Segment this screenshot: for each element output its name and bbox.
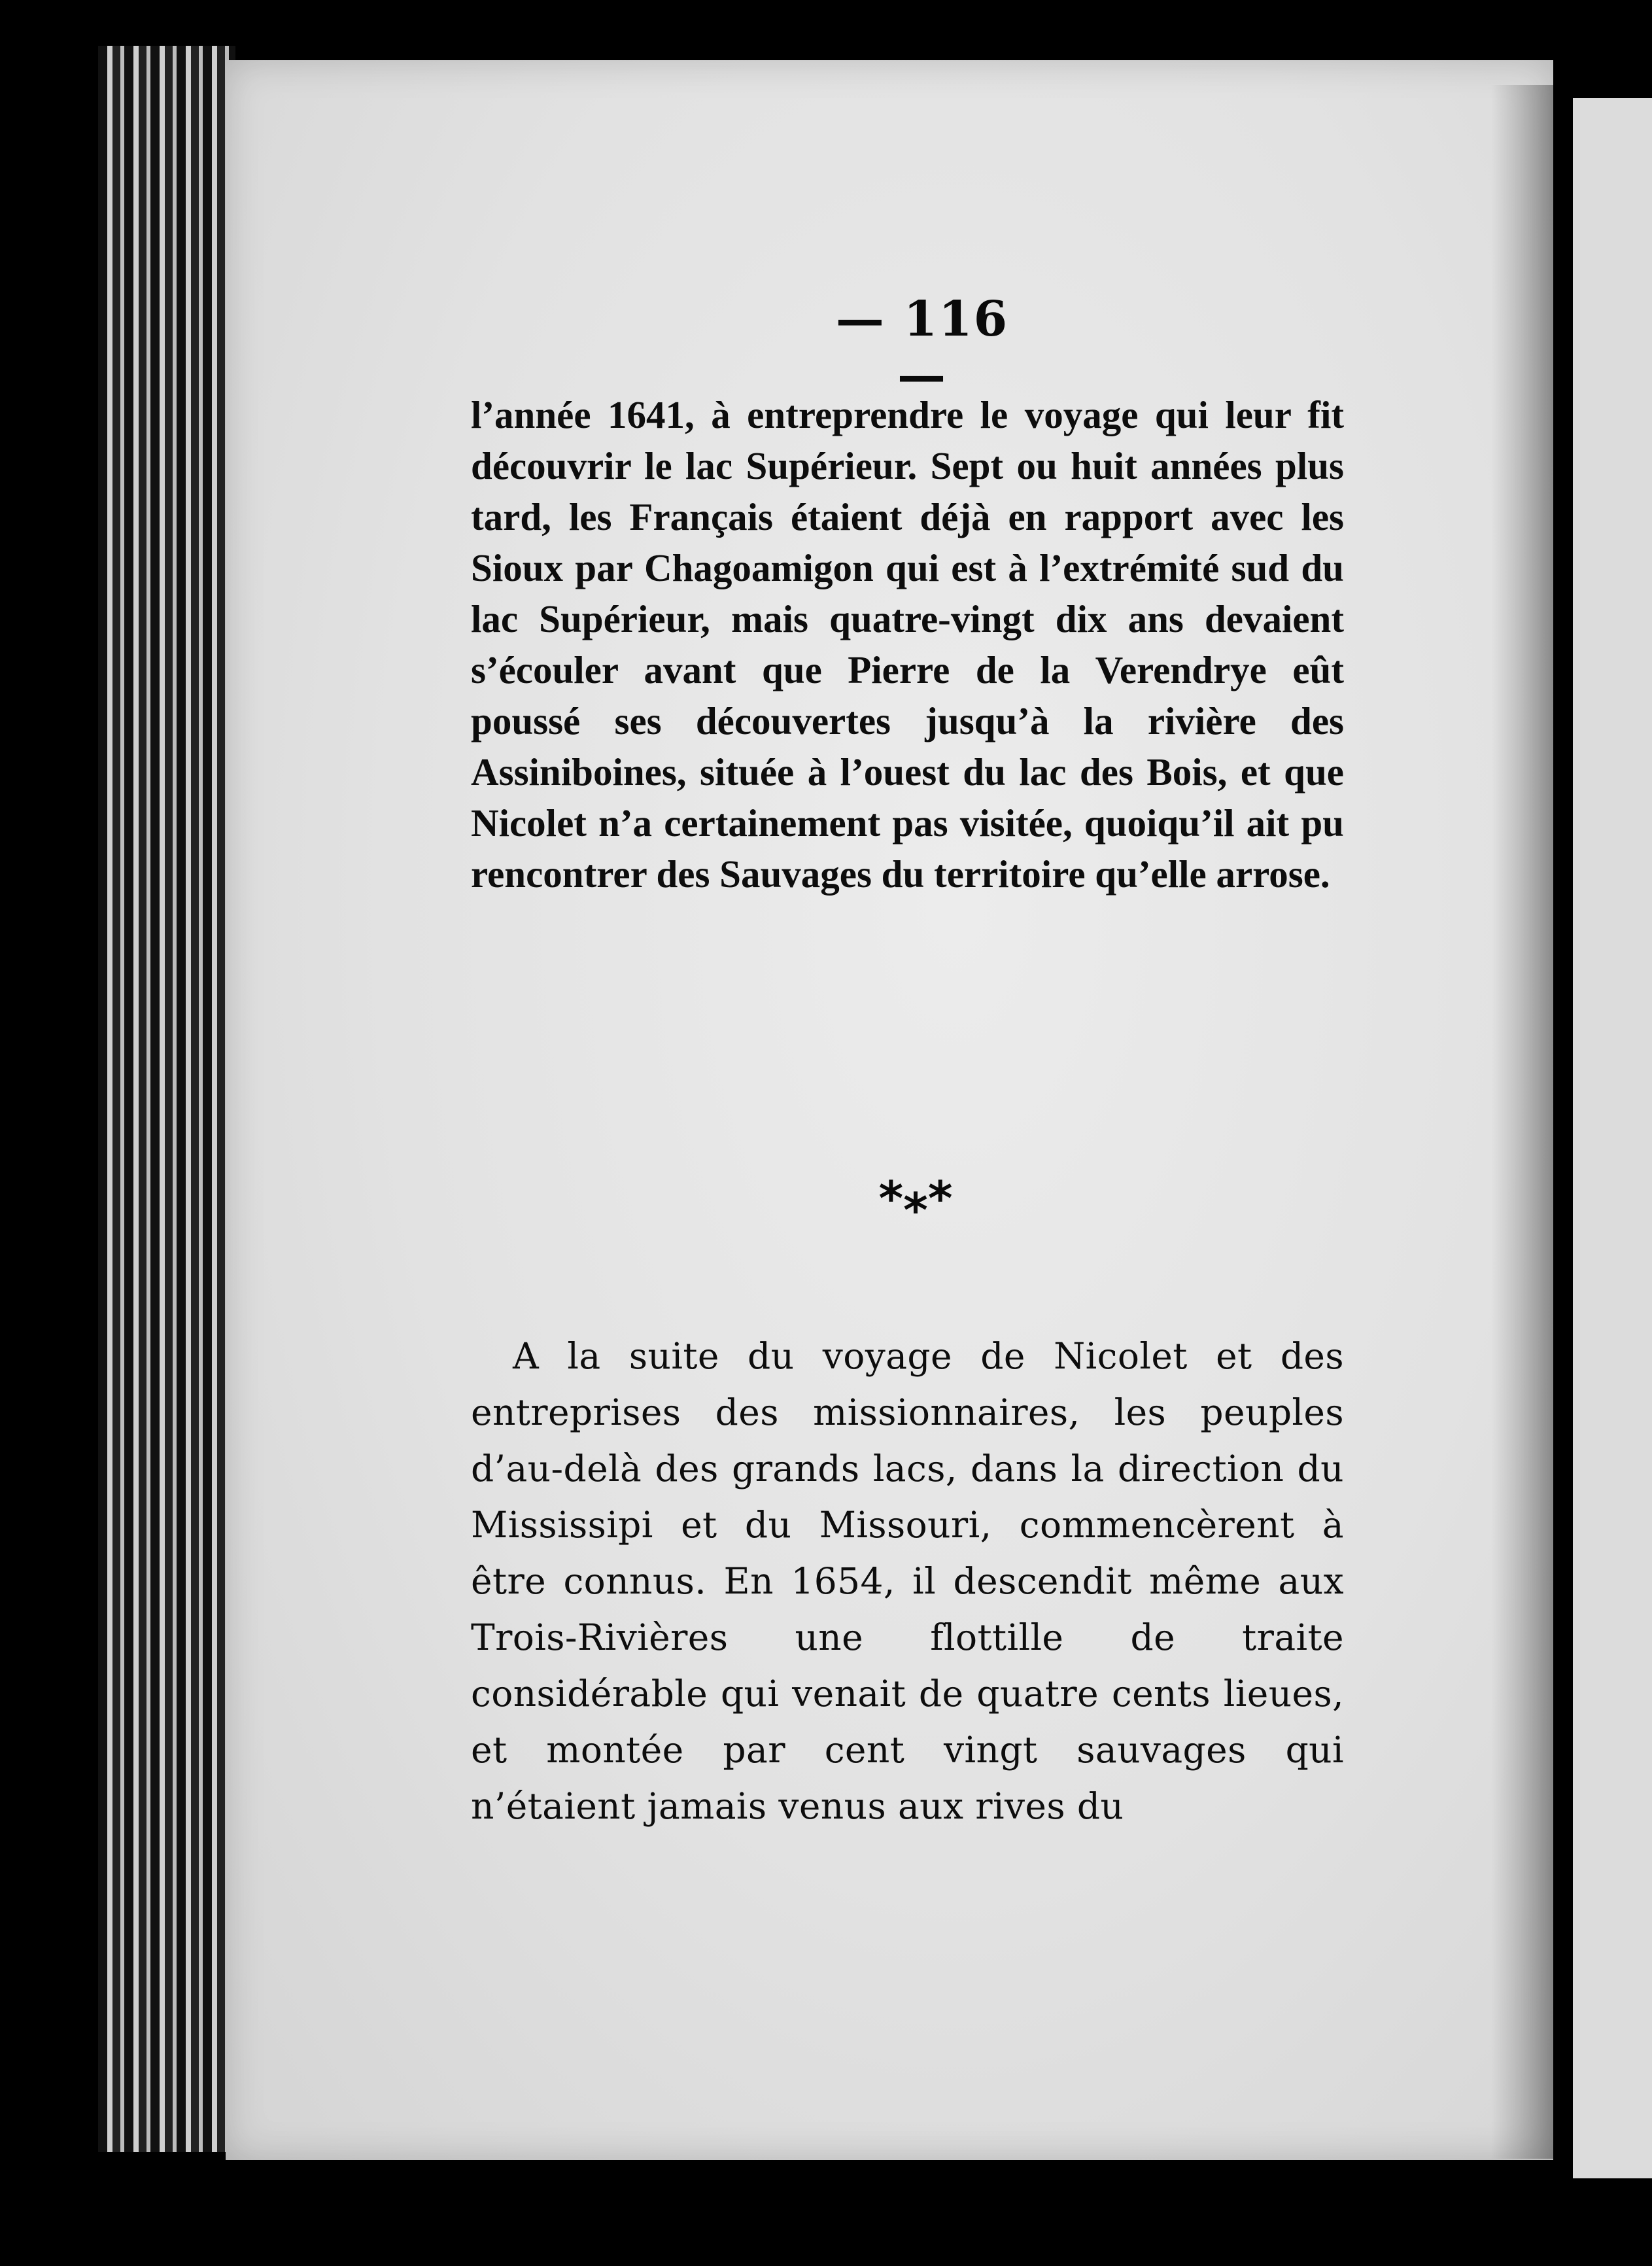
- separator-asterisk-right: *: [927, 1171, 953, 1226]
- paragraph-2: A la suite du voyage de Nicolet et des entreprises des missionnaires, les peuples d’au-delà des grands lacs, dans la direction du Mississipi et du Missouri, commencèrent à être connus. En 1654, il descendit même aux Trois-Rivières une flottille de traite considérable qui venait de quatre cents lieues, et montée par cent vingt sauvages qui n’étaient jamais venus aux rives du: [471, 1335, 1344, 1827]
- spine-shadow: [1491, 85, 1557, 2159]
- facing-page-edge: [1573, 98, 1652, 2178]
- page-number: — 116 —: [835, 291, 1009, 404]
- separator-asterisk-left: *: [878, 1171, 904, 1226]
- paragraph-1: l’année 1641, à entreprendre le voyage qui leur fit découvrir le lac Supérieur. Sept ou huit années plus tard, les Français étaient déjà en rapport avec les Sioux par Chagoamigon qui est à l’extrémité sud du lac Supérieur, mais quatre-vingt dix ans devaient s’écouler avant que Pierre de la Verendrye eût poussé ses découvertes jusqu’à la rivière des Assiniboines, située à l’ouest du lac des Bois, et que Nicolet n’a certainement pas visitée, quoiqu’il ait pu rencontrer des Sauvages du territoire qu’elle arrose.: [471, 393, 1344, 896]
- page-edges: [98, 46, 235, 2152]
- section-separator: [850, 1171, 981, 1238]
- separator-asterisk-middle: *: [903, 1183, 928, 1238]
